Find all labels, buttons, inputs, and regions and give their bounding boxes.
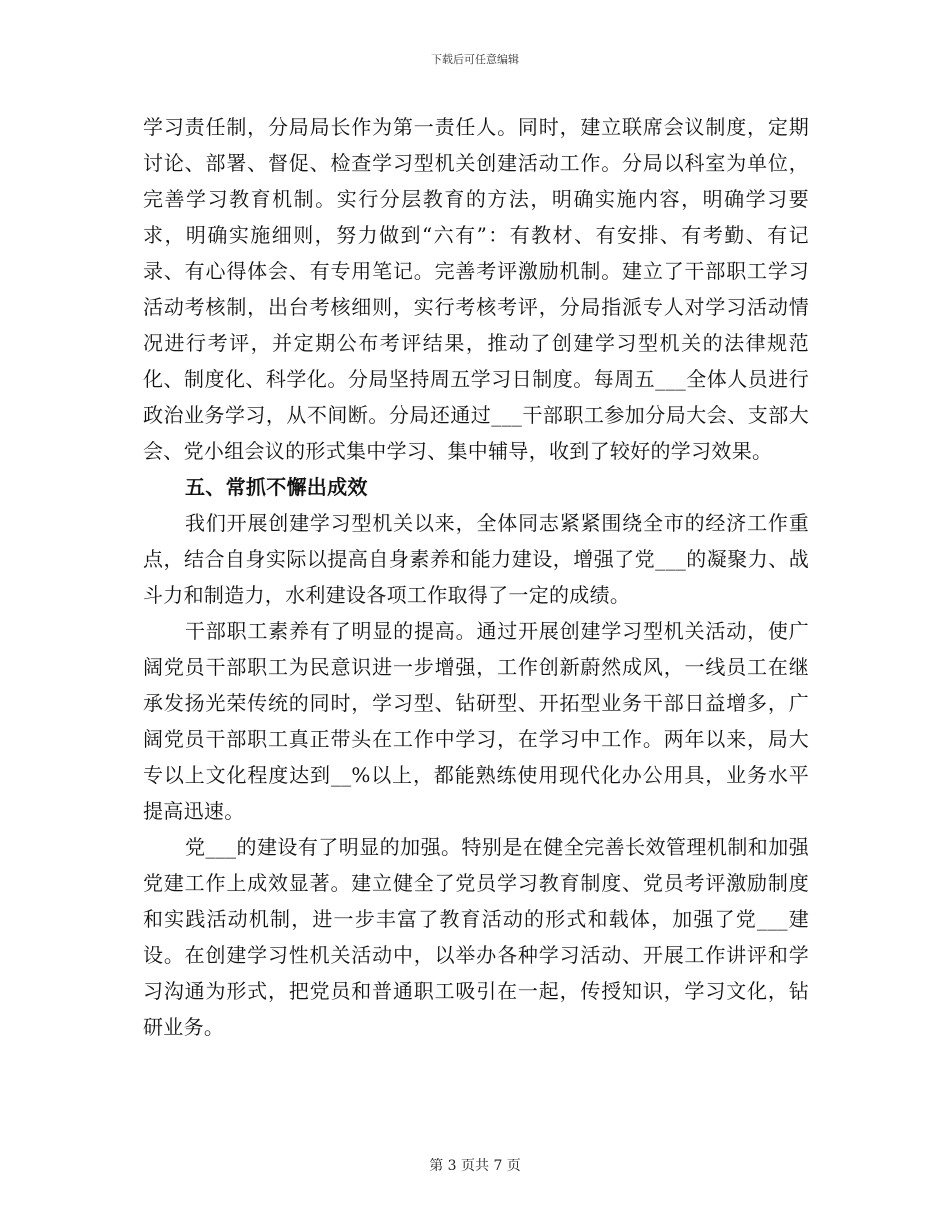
page-number: 第 3 页共 7 页 — [429, 1158, 521, 1174]
paragraph: 我们开展创建学习型机关以来，全体同志紧紧围绕全市的经济工作重点，结合自身实际以提高自身素养和能力建设，增强了党___的凝聚力、战斗力和制造力，水利建设各项工作取得了一定的成绩。 — [143, 511, 809, 607]
document-body — [143, 109, 809, 1045]
paragraph: 党___的建设有了明显的加强。特别是在健全完善长效管理机制和加强党建工作上成效显著。建立健全了党员学习教育制度、党员考评激励制度和实践活动机制，进一步丰富了教育活动的形式和载体，加强了党___建设。在创建学习性机关活动中，以举办各种学习活动、开展工作讲评和学习沟通为形式，把党员和普通职工吸引在一起，传授知识，学习文化，钻研业务。 — [143, 835, 809, 1039]
paragraph: 干部职工素养有了明显的提高。通过开展创建学习型机关活动，使广阔党员干部职工为民意识进一步增强，工作创新蔚然成风，一线员工在继承发扬光荣传统的同时，学习型、钻研型、开拓型业务干部日益增多，广阔党员干部职工真正带头在工作中学习，在学习中工作。两年以来，局大专以上文化程度达到__%以上，都能熟练使用现代化办公用具，业务水平提高迅速。 — [143, 619, 809, 823]
section-heading: 五、常抓不懈出成效 — [185, 475, 368, 499]
page-header: 下载后可任意编辑 — [431, 53, 519, 66]
paragraph-continuation: 学习责任制，分局局长作为第一责任人。同时，建立联席会议制度，定期讨论、部署、督促、检查学习型机关创建活动工作。分局以科室为单位，完善学习教育机制。实行分层教育的方法，明确实施内容，明确学习要求，明确实施细则，努力做到“六有”：有教材、有安排、有考勤、有记录、有心得体会、有专用笔记。完善考评激励机制。建立了干部职工学习活动考核制，出台考核细则，实行考核考评，分局指派专人对学习活动情况进行考评，并定期公布考评结果，推动了创建学习型机关的法律规范化、制度化、科学化。分局坚持周五学习日制度。每周五___全体人员进行政治业务学习，从不间断。分局还通过___干部职工参加分局大会、支部大会、党小组会议的形式集中学习、集中辅导，收到了较好的学习效果。 — [143, 115, 809, 463]
